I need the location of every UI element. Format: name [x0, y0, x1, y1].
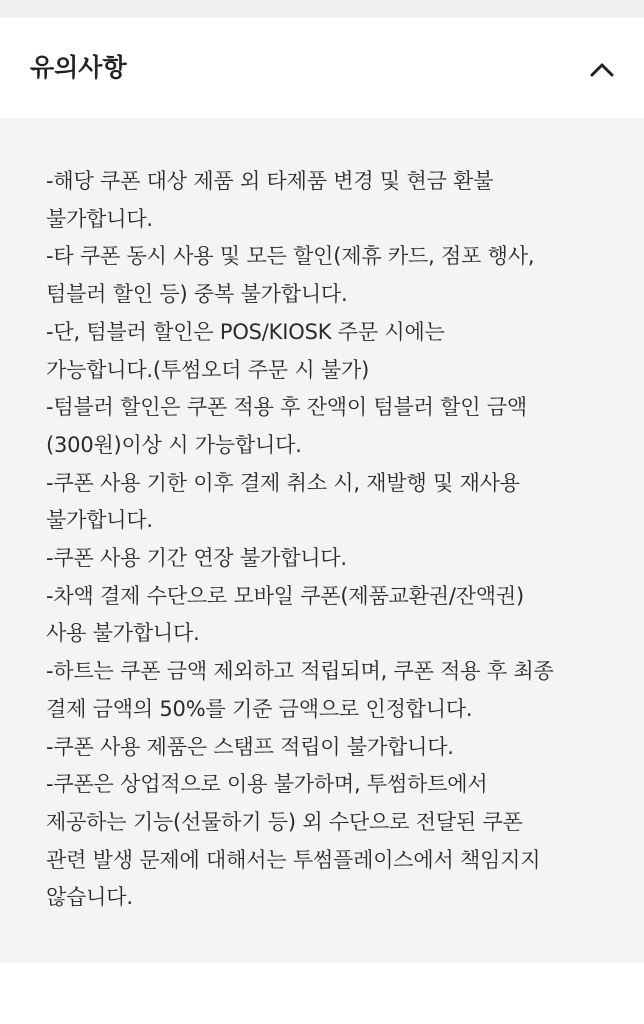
notice-line: 텀블러 할인 등) 중복 불가합니다.	[46, 282, 348, 307]
notice-item	[46, 729, 626, 767]
notice-item	[46, 465, 626, 540]
notice-line: 제공하는 기능(선물하기 등) 외 수단으로 전달된 쿠폰	[46, 809, 523, 834]
chevron-up-icon	[580, 54, 624, 86]
notice-item	[46, 540, 626, 578]
notice-line: -하트는 쿠폰 금액 제외하고 적립되며, 쿠폰 적용 후 최종	[46, 659, 554, 684]
notice-line: -쿠폰 사용 기간 연장 불가합니다.	[46, 546, 347, 571]
notice-line: -타 쿠폰 동시 사용 및 모든 할인(제휴 카드, 점포 행사,	[46, 244, 535, 269]
notice-item	[46, 578, 626, 653]
notice-line: -쿠폰 사용 제품은 스탬프 적립이 불가합니다.	[46, 734, 454, 759]
notice-line: -해당 쿠폰 대상 제품 외 타제품 변경 및 현금 환불	[46, 169, 494, 193]
notice-line: -단, 텀블러 할인은 POS/KIOSK 주문 시에는	[46, 319, 445, 344]
notice-line: 관련 발생 문제에 대해서는 투썸플레이스에서 책임지지	[46, 847, 541, 872]
notice-list	[46, 163, 626, 917]
notice-section-header[interactable]	[0, 18, 644, 118]
notice-item	[46, 314, 626, 389]
notice-line: 않습니다.	[46, 885, 133, 910]
notice-line: 결제 금액의 50%를 기준 금액으로 인정합니다.	[46, 696, 473, 721]
notice-line: 불가합니다.	[46, 206, 153, 231]
notice-item	[46, 766, 626, 917]
section-title: 유의사항	[30, 53, 127, 82]
notice-line: -텀블러 할인은 쿠폰 적용 후 잔액이 텀블러 할인 금액	[46, 395, 527, 420]
top-divider-strip	[0, 0, 644, 18]
notice-line: (300원)이상 시 가능합니다.	[46, 432, 302, 457]
notice-line: -쿠폰 사용 기한 이후 결제 취소 시, 재발행 및 재사용	[46, 470, 520, 495]
notice-item	[46, 163, 626, 238]
notice-line: 가능합니다.(투썸오더 주문 시 불가)	[46, 357, 370, 382]
notice-item	[46, 653, 626, 728]
notice-line: -쿠폰은 상업적으로 이용 불가하며, 투썸하트에서	[46, 772, 488, 797]
notice-item	[46, 238, 626, 313]
notice-line: 불가합니다.	[46, 508, 153, 533]
notice-content-panel	[0, 118, 644, 963]
notice-line: -차액 결제 수단으로 모바일 쿠폰(제품교환권/잔액권)	[46, 583, 524, 608]
notice-item	[46, 389, 626, 464]
collapse-toggle-button[interactable]	[580, 54, 624, 86]
notice-line: 사용 불가합니다.	[46, 621, 200, 646]
